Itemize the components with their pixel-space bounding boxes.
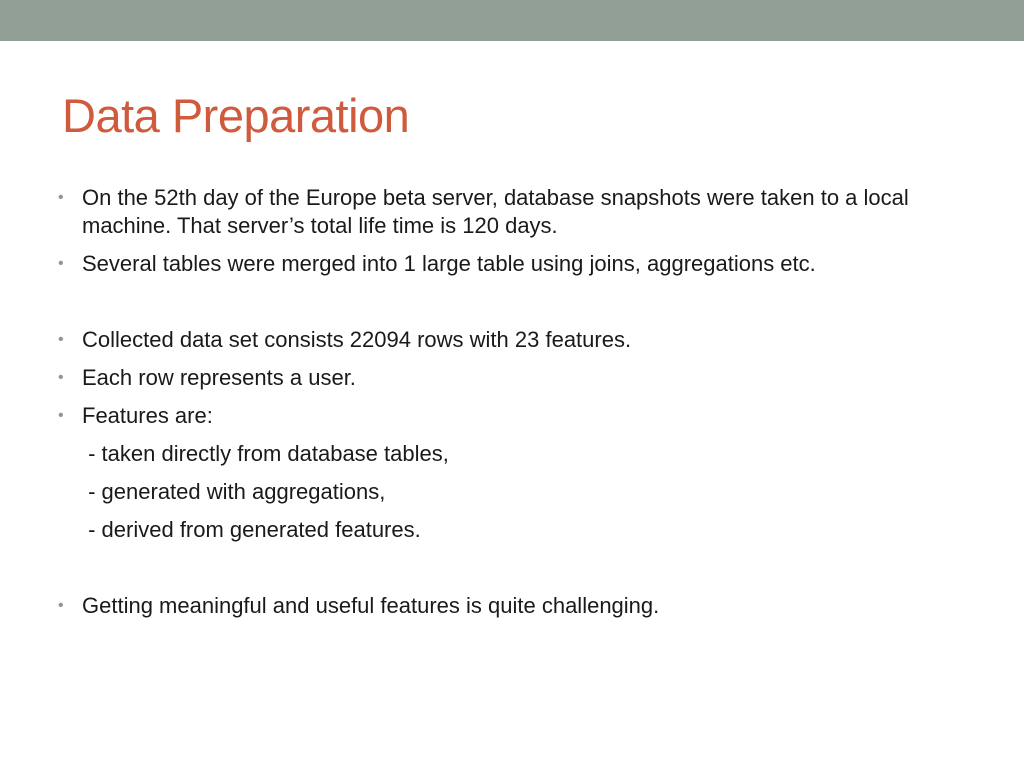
sub-item-text: - generated with aggregations,	[82, 479, 386, 504]
blank-line	[58, 554, 958, 592]
bullet-text: Collected data set consists 22094 rows with 23 features.	[82, 327, 632, 352]
bullet-text: Several tables were merged into 1 large table using joins, aggregations etc.	[82, 251, 816, 276]
top-color-band	[0, 0, 1024, 41]
bullet-dot-icon: •	[58, 369, 64, 386]
bullet-dot-icon: •	[58, 331, 64, 348]
blank-line	[58, 288, 958, 326]
bullet-item-snapshot	[58, 184, 958, 240]
slide-title: Data Preparation	[62, 89, 410, 142]
sub-item-direct	[58, 440, 958, 468]
bullet-text: Each row represents a user.	[82, 365, 356, 390]
bullet-item-features	[58, 402, 958, 430]
bullet-item-row	[58, 364, 958, 392]
sub-item-text: - taken directly from database tables,	[82, 441, 449, 466]
sub-item-derived	[58, 516, 958, 544]
sub-item-aggregations	[58, 478, 958, 506]
slide-body	[58, 184, 958, 630]
bullet-dot-icon: •	[58, 189, 64, 206]
bullet-text: Getting meaningful and useful features is quite challenging.	[82, 593, 660, 618]
bullet-dot-icon: •	[58, 255, 64, 272]
bullet-dot-icon: •	[58, 597, 64, 614]
bullet-text: Features are:	[82, 403, 213, 428]
bullet-dot-icon: •	[58, 407, 64, 424]
bullet-item-merge	[58, 250, 958, 278]
bullet-item-challenge	[58, 592, 958, 620]
bullet-text: On the 52th day of the Europe beta server, database snapshots were taken to a local machine. That server’s total life time is 120 days.	[82, 185, 909, 238]
sub-item-text: - derived from generated features.	[82, 517, 421, 542]
bullet-item-dataset	[58, 326, 958, 354]
